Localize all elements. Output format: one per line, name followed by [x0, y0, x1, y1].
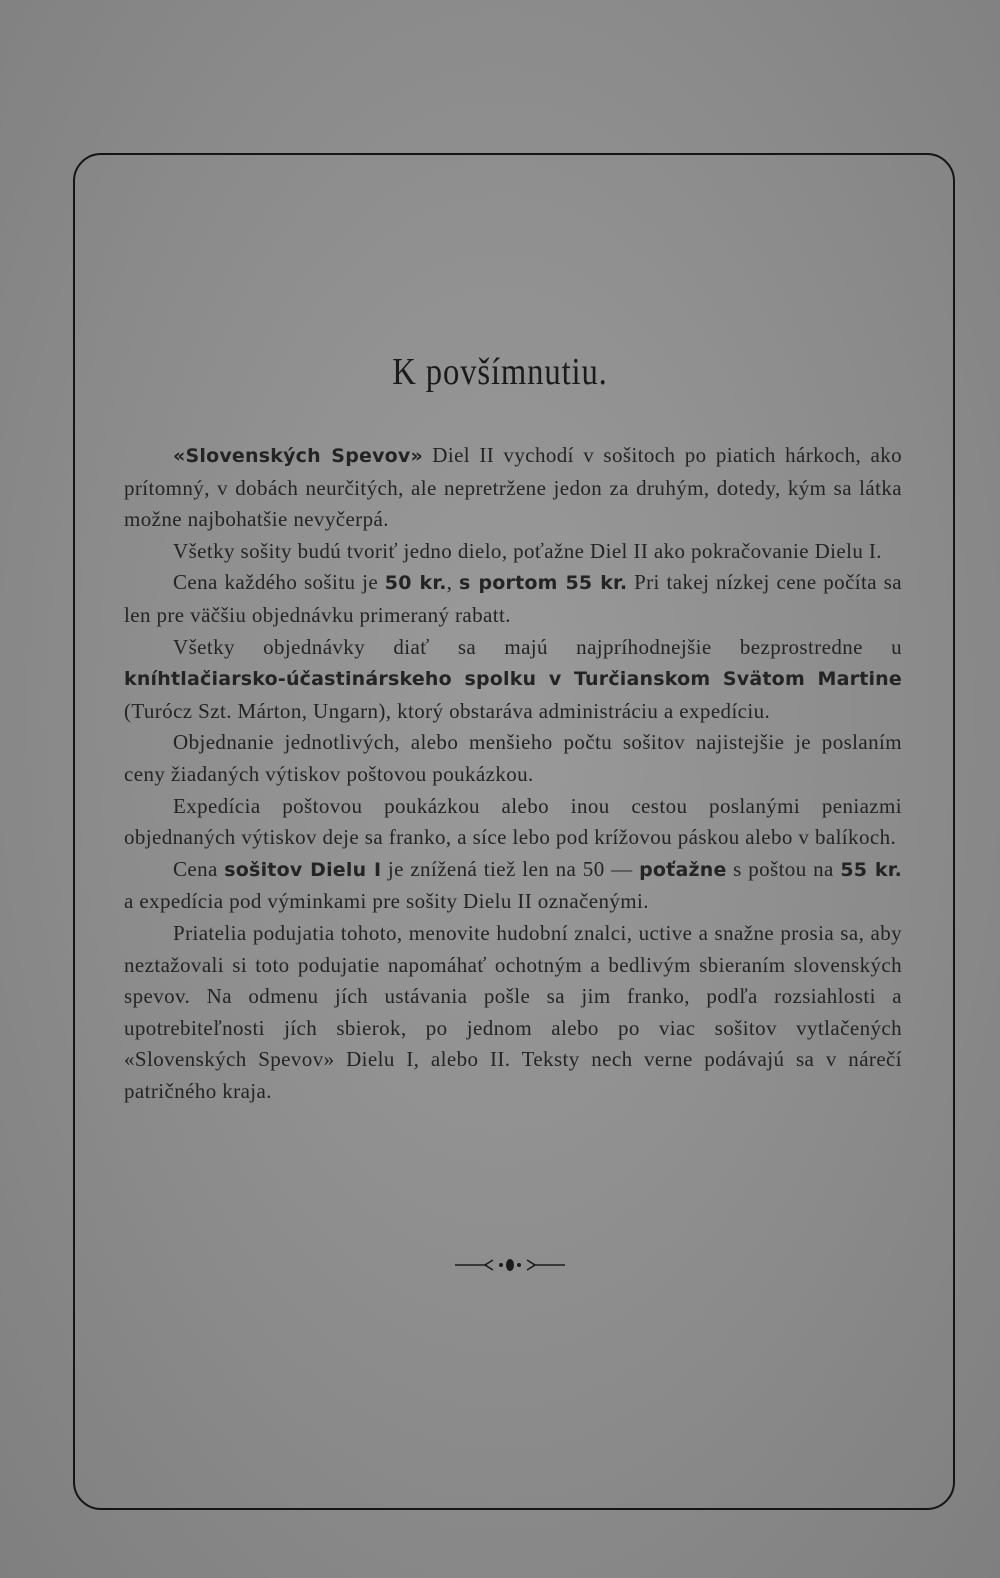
text-run: Objednanie jednotlivých, alebo menšieho počtu sošitov najistejšie je poslaním ceny žiadaných výtiskov poštovou poukázkou. [124, 730, 902, 786]
text-run: Všetky objednávky diať sa majú najpríhodnejšie bezprostredne u [173, 634, 902, 659]
paragraph [124, 567, 902, 631]
paragraph [124, 440, 902, 536]
bold-text-run: s portom 55 kr. [459, 572, 628, 595]
bold-text-run: poťažne [639, 858, 727, 881]
page-title: K povšímnutiu. [392, 351, 608, 393]
end-ornament-icon [455, 1255, 565, 1275]
bold-text-run: «Slovenských Spevov» [173, 445, 423, 467]
bold-text-run: sošitov Dielu I [224, 858, 382, 881]
text-run: Cena [173, 856, 225, 881]
notice-body [124, 440, 902, 1107]
text-run: s poštou na [726, 856, 841, 881]
text-run: Diel II vychodí v sošitoch po piatich hárkoch, ako prítomný, v dobách neurčitých, ale nepretržene jedon za druhým, dotedy, kým sa látka možne najbohatšie nevyčerpá. [124, 443, 902, 532]
paragraph [124, 791, 902, 854]
text-run: Pri takej nízkej cene počíta sa len pre väčšiu objednávku primeraný rabatt. [124, 570, 902, 627]
text-run: Všetky sošity budú tvoriť jedno dielo, poťažne Diel II ako pokračovanie Dielu I. [173, 538, 882, 563]
paragraph [124, 854, 902, 918]
text-run: , [446, 570, 460, 595]
paragraph [124, 536, 902, 568]
bold-text-run: 50 kr. [384, 572, 447, 595]
text-run: Expedícia poštovou poukázkou alebo inou cestou poslanými peniazmi objednaných výtiskov deje sa franko, a síce lebo pod krížovou páskou alebo v balíkoch. [124, 793, 902, 850]
text-run: Cena každého sošitu je [173, 570, 385, 595]
paragraph [124, 632, 902, 728]
text-run: a expedícia pod výminkami pre sošity Dielu II označenými. [124, 889, 649, 914]
paragraph [124, 727, 902, 790]
text-run: Priatelia podujatia tohoto, menovite hudobní znalci, uctive a snažne prosia sa, aby neztažovali si toto podujatie napomáhať ochotným a bedlivým sbieraním slovenských spevov. Na odmenu jích ustávania pošle sa jim franko, podľa rozsiahlosti a upotrebiteľnosti jích sbierok, po jednom alebo po viac sošitov vytlačených «Slovenských Spevov» Dielu I, alebo II. Teksty nech verne podávajú sa v nárečí patričného kraja. [124, 920, 902, 1103]
paragraph [124, 918, 902, 1108]
text-run: je znížená tiež len na 50 — [381, 856, 640, 881]
bold-text-run: kníhtlačiarsko-účastinárskeho spolku v Turčianskom Svätom Martine [124, 668, 902, 691]
text-run: (Turócz Szt. Márton, Ungarn), ktorý obstaráva administráciu a expedíciu. [124, 698, 771, 723]
bold-text-run: 55 kr. [840, 858, 902, 881]
